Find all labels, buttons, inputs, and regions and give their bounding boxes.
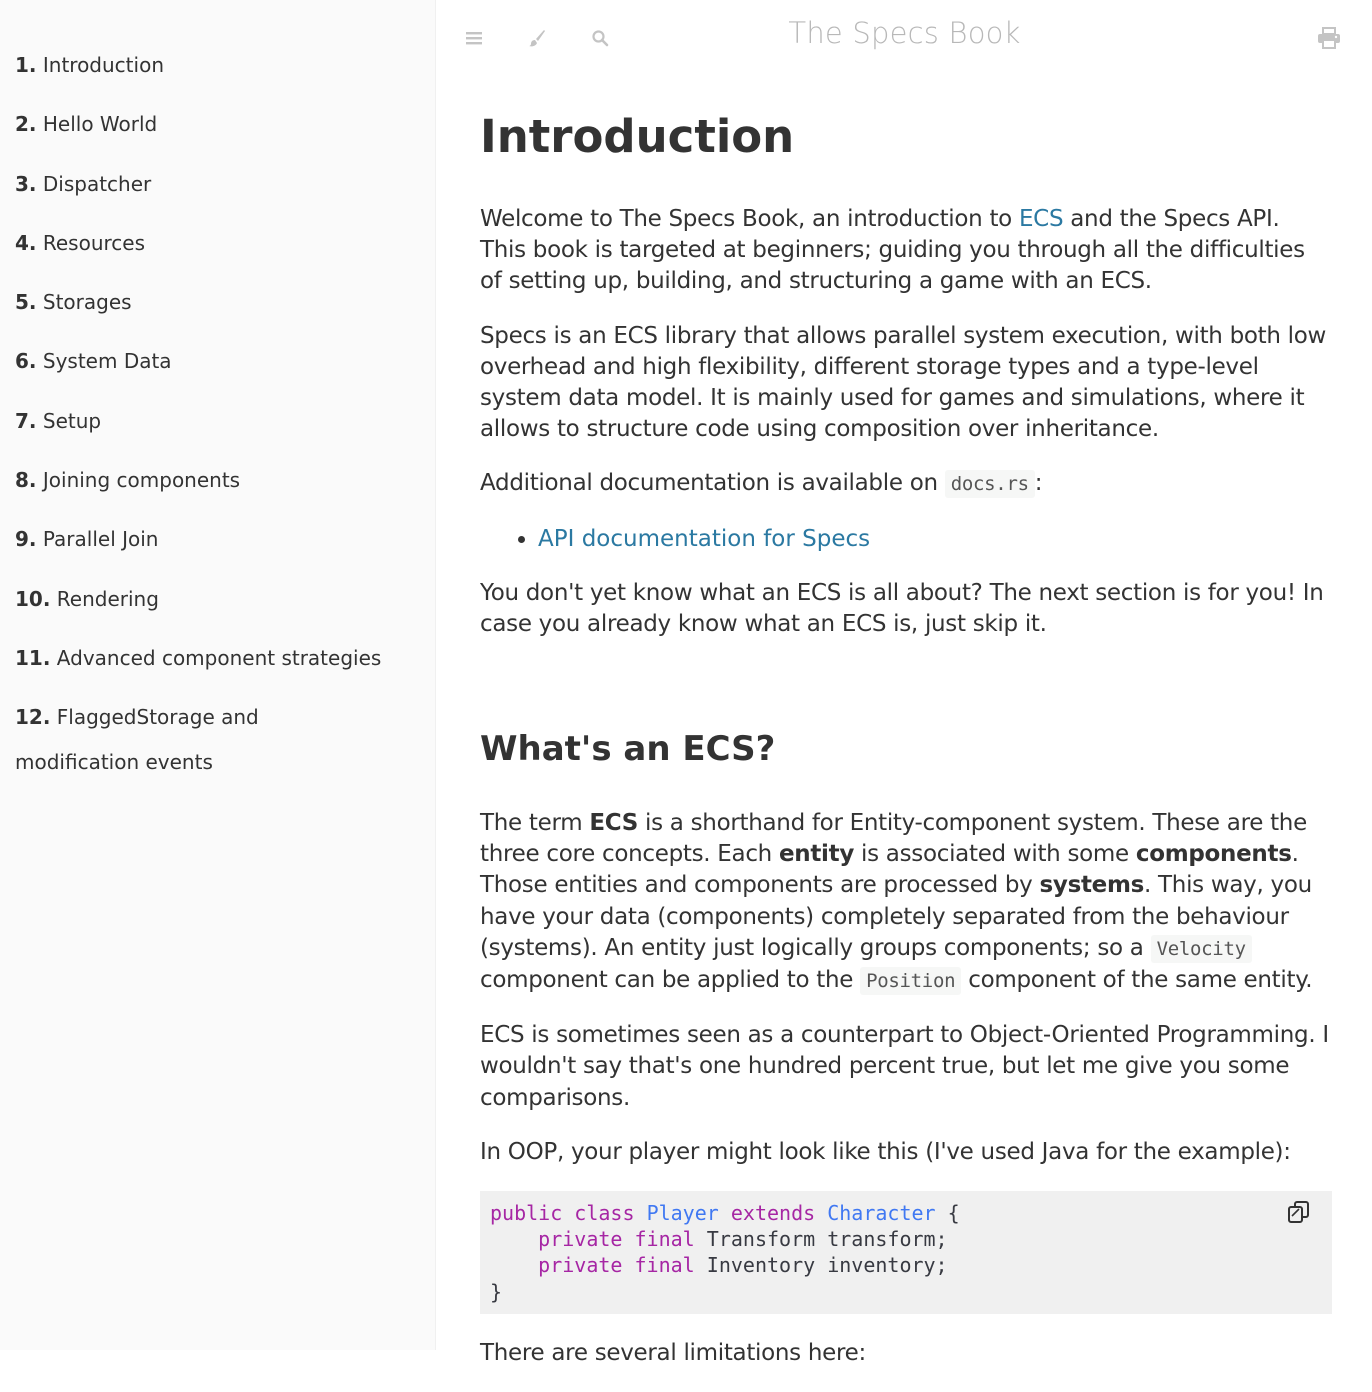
sidebar-item-joining-components[interactable] — [15, 458, 435, 517]
copy-icon[interactable] — [1286, 1199, 1314, 1227]
text: . This way, you have your data (components) completely separated from the behaviour (systems). An entity just logically groups components; so a — [480, 872, 1312, 961]
print-icon[interactable] — [1315, 24, 1343, 52]
ecs-term-paragraph — [480, 808, 1332, 997]
sidebar-item-number: 9. — [15, 527, 37, 552]
inline-code: Position — [860, 967, 961, 995]
intro-paragraph — [480, 204, 1332, 298]
link-list — [480, 524, 1332, 555]
oop-comparison-paragraph: ECS is sometimes seen as a counterpart to Object-Oriented Programming. I wouldn't say that's one hundred percent true, but let me give you some comparisons. — [480, 1022, 1329, 1111]
inline-code: docs.rs — [945, 470, 1035, 498]
sidebar-item-label: Resources — [42, 230, 146, 255]
code-token: final — [634, 1253, 695, 1278]
text: is associated with some — [854, 841, 1136, 868]
sidebar-item-number: 6. — [15, 349, 37, 374]
code-token: Player — [646, 1201, 719, 1226]
list-item — [538, 524, 1332, 555]
sidebar-item-rendering[interactable] — [15, 577, 435, 636]
code-token: class — [574, 1201, 635, 1226]
bold-term: systems — [1039, 872, 1145, 899]
sidebar-item-number: 12. — [15, 705, 51, 730]
sidebar-item-storages[interactable] — [15, 280, 435, 339]
sidebar-item-number: 10. — [15, 586, 51, 611]
sidebar-item-resources[interactable] — [15, 221, 435, 280]
sidebar-item-label: Introduction — [42, 53, 164, 77]
bold-term: ECS — [589, 810, 639, 837]
sidebar-item-label: Rendering — [56, 586, 159, 611]
sidebar-item-label: System Data — [42, 349, 172, 374]
sidebar-item-number: 3. — [15, 171, 37, 196]
sidebar-item-label: Dispatcher — [42, 171, 152, 196]
code-block — [480, 1191, 1332, 1314]
code-token: public — [490, 1201, 563, 1226]
code-token: } — [490, 1279, 503, 1304]
text: The term — [480, 810, 590, 837]
sidebar-item-dispatcher[interactable] — [15, 162, 435, 221]
sidebar-item-number: 1. — [15, 53, 37, 77]
docs-paragraph — [480, 468, 1332, 500]
code-token: { — [947, 1201, 960, 1226]
table-of-contents — [0, 0, 435, 785]
code-token: private — [538, 1227, 623, 1252]
menu-bar — [437, 0, 1372, 76]
bold-term: components — [1135, 841, 1292, 868]
text: . Those entities and components are processed by — [480, 841, 1299, 899]
api-documentation-link[interactable]: API documentation for Specs — [538, 525, 871, 552]
text: Welcome to The Specs Book, an introduction to — [480, 206, 1019, 232]
sidebar-item-number: 11. — [15, 645, 51, 670]
sidebar-item-number: 8. — [15, 468, 37, 493]
text: is a shorthand for Entity-component system. These are the three core concepts. Each — [480, 810, 1307, 868]
main-content — [480, 96, 1332, 1392]
sidebar-item-number: 4. — [15, 230, 37, 255]
sidebar-item-number: 2. — [15, 112, 37, 137]
specs-paragraph: Specs is an ECS library that allows parallel system execution, with both low overhead and high flexibility, different storage types and a type-level system data model. It is mainly used for games and simulations, where it allows to structure code using composition over inheritance. — [480, 322, 1327, 443]
inline-code: Velocity — [1151, 935, 1252, 963]
oop-example-paragraph: In OOP, your player might look like this (I've used Java for the example): — [480, 1138, 1291, 1165]
limitations-paragraph: There are several limitations here: — [480, 1339, 866, 1366]
text: and the Specs API. This book is targeted at beginners; guiding you through all the difficulties of setting up, building, and structuring a game with an ECS. — [480, 206, 1305, 295]
sidebar-item-label: Parallel Join — [42, 527, 159, 552]
ecs-link[interactable]: ECS — [1018, 206, 1064, 232]
code-token: extends — [730, 1201, 816, 1226]
sidebar-item-label: Joining components — [42, 468, 241, 493]
sidebar-item-parallel-join[interactable] — [15, 517, 435, 576]
sidebar-item-label: Hello World — [42, 112, 158, 137]
code-token: final — [634, 1227, 695, 1252]
next-section-paragraph: You don't yet know what an ECS is all about? The next section is for you! In case you already know what an ECS is, just skip it. — [480, 579, 1324, 637]
sidebar-item-advanced-component-strategies[interactable] — [15, 636, 435, 695]
bold-term: entity — [778, 841, 855, 868]
text: component of the same entity. — [961, 967, 1313, 994]
code-token: private — [538, 1253, 623, 1278]
sidebar-item-system-data[interactable] — [15, 339, 435, 398]
text: component can be applied to the — [480, 967, 861, 994]
text: : — [1034, 470, 1043, 497]
sidebar-item-setup[interactable] — [15, 399, 435, 458]
sidebar-item-label: Storages — [42, 290, 132, 315]
section-heading: What's an ECS? — [480, 729, 776, 770]
sidebar-item-number: 5. — [15, 290, 37, 315]
sidebar — [0, 0, 436, 1350]
sidebar-item-number: 7. — [15, 408, 37, 433]
code-token: Transform transform; — [706, 1227, 948, 1252]
sidebar-item-introduction[interactable] — [15, 43, 435, 102]
sidebar-item-label: Setup — [42, 408, 102, 433]
sidebar-item-hello-world[interactable] — [15, 102, 435, 161]
sidebar-item-flaggedstorage[interactable] — [15, 695, 385, 785]
sidebar-item-label: Advanced component strategies — [56, 645, 382, 670]
page-title: Introduction — [480, 110, 795, 163]
code-token: Character — [827, 1201, 936, 1226]
code-token: Inventory inventory; — [706, 1253, 948, 1278]
sidebar-item-label: FlaggedStorage and modification events — [15, 705, 259, 775]
text: Additional documentation is available on — [480, 470, 945, 497]
book-title: The Specs Book — [788, 16, 1021, 50]
